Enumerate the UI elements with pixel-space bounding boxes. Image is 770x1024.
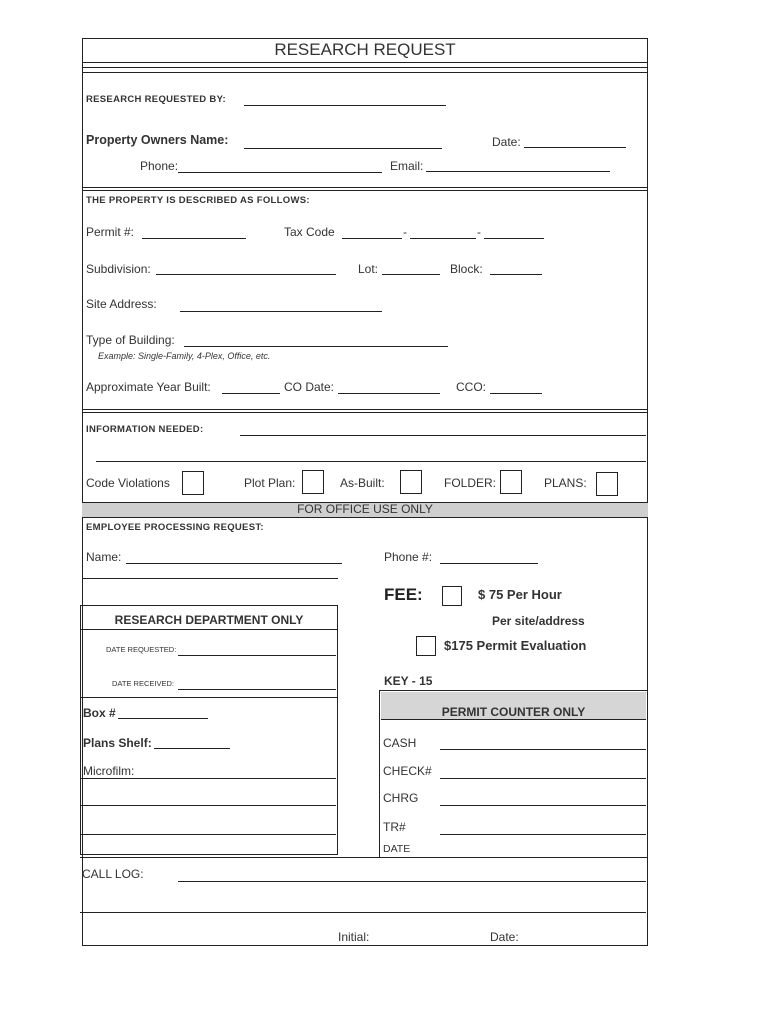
year-built-label: Approximate Year Built: [86,380,211,394]
block-label: Block: [450,262,483,276]
date-received-field[interactable] [178,689,336,690]
chrg-label: CHRG [383,791,419,805]
phone-field[interactable] [178,172,382,173]
tax-code-field-2[interactable] [410,238,476,239]
hourly-fee-label: $ 75 Per Hour [478,587,562,602]
office-use-label: FOR OFFICE USE ONLY [297,502,433,516]
check-label: CHECK# [383,764,432,778]
plans-checkbox[interactable] [596,472,618,496]
call-date-label: Date: [490,930,519,944]
info-heading: INFORMATION NEEDED: [86,424,204,435]
permit-counter-heading: PERMIT COUNTER ONLY [441,705,586,719]
plot-plan-checkbox[interactable] [302,470,324,494]
chrg-field[interactable] [440,805,646,806]
call-log-line-2[interactable] [80,912,646,913]
as-built-checkbox[interactable] [400,470,422,494]
section-divider [82,187,648,188]
tax-dash: - [403,225,407,239]
employee-phone-field[interactable] [440,563,538,564]
block-field[interactable] [490,274,542,275]
research-dept-heading: RESEARCH DEPARTMENT ONLY [114,613,304,627]
tax-code-field-1[interactable] [342,238,402,239]
title-divider-3 [82,72,648,73]
permit-label: Permit #: [86,225,135,239]
building-type-field[interactable] [184,346,448,347]
tax-dash: - [477,225,481,239]
cash-label: CASH [383,736,417,750]
tax-code-field-3[interactable] [484,238,544,239]
section-divider [82,412,648,413]
microfilm-line-1[interactable] [80,778,336,779]
info-field-2[interactable] [96,461,646,462]
call-log-divider [80,857,648,858]
hourly-fee-checkbox[interactable] [442,586,462,606]
email-label: Email: [390,159,424,173]
employee-divider [82,578,338,579]
per-site-label: Per site/address [492,614,585,628]
microfilm-line-2[interactable] [80,805,336,806]
section-divider [82,190,648,191]
year-built-field[interactable] [222,393,280,394]
info-field-1[interactable] [240,435,646,436]
employee-name-label: Name: [86,550,122,564]
page-title: RESEARCH REQUEST [274,40,456,59]
research-dept-divider [80,629,338,630]
date-field[interactable] [524,147,626,148]
phone-label: Phone: [140,159,179,173]
code-violations-checkbox[interactable] [182,471,204,495]
building-type-label: Type of Building: [86,333,175,347]
microfilm-label: Microfilm: [83,764,135,778]
permit-eval-label: $175 Permit Evaluation [444,638,587,653]
tr-field[interactable] [440,834,646,835]
fee-label: FEE: [384,585,423,604]
co-date-field[interactable] [338,393,440,394]
site-address-label: Site Address: [86,297,157,311]
tr-label: TR# [383,820,406,834]
title-divider [82,62,648,63]
microfilm-line-3[interactable] [80,834,336,835]
requested-by-label: RESEARCH REQUESTED BY: [86,94,226,105]
co-date-label: CO Date: [284,380,335,394]
check-field[interactable] [440,778,646,779]
lot-label: Lot: [358,262,379,276]
option-plot-plan: Plot Plan: [244,476,296,490]
option-plans: PLANS: [544,476,587,490]
date-received-label: DATE RECEIVED: [112,679,174,688]
tax-code-label: Tax Code [284,225,335,239]
date-requested-field[interactable] [178,655,336,656]
subdivision-field[interactable] [156,274,336,275]
folder-checkbox[interactable] [500,470,522,494]
property-heading: THE PROPERTY IS DESCRIBED AS FOLLOWS: [86,195,310,206]
date-requested-label: DATE REQUESTED: [106,645,177,654]
permit-eval-checkbox[interactable] [416,636,436,656]
lot-field[interactable] [382,274,440,275]
cco-label: CCO: [456,380,486,394]
research-dept-divider [80,697,338,698]
option-code-violations: Code Violations [86,476,170,490]
option-as-built: As-Built: [340,476,385,490]
key-label: KEY - 15 [384,674,433,688]
owner-name-label: Property Owners Name: [86,133,229,147]
email-field[interactable] [426,171,610,172]
requested-by-field[interactable] [244,105,446,106]
plans-shelf-label: Plans Shelf: [83,736,152,750]
subdivision-label: Subdivision: [86,262,151,276]
plans-shelf-field[interactable] [154,748,230,749]
box-field[interactable] [118,718,208,719]
research-dept-box [80,605,338,855]
section-divider [82,409,648,410]
site-address-field[interactable] [180,311,382,312]
box-label: Box # [83,706,116,720]
title-divider-2 [82,67,648,68]
owner-name-field[interactable] [244,148,442,149]
permit-date-label: DATE [383,843,411,855]
date-label: Date: [492,135,521,149]
employee-heading: EMPLOYEE PROCESSING REQUEST: [86,522,264,533]
initial-label: Initial: [338,930,370,944]
call-log-label: CALL LOG: [82,867,144,881]
call-log-line-1[interactable] [178,881,646,882]
permit-field[interactable] [142,238,246,239]
cco-field[interactable] [490,393,542,394]
employee-name-field[interactable] [126,563,342,564]
cash-field[interactable] [440,749,646,750]
employee-phone-label: Phone #: [384,550,433,564]
building-example: Example: Single-Family, 4-Plex, Office, etc. [98,351,271,361]
option-folder: FOLDER: [444,476,497,490]
